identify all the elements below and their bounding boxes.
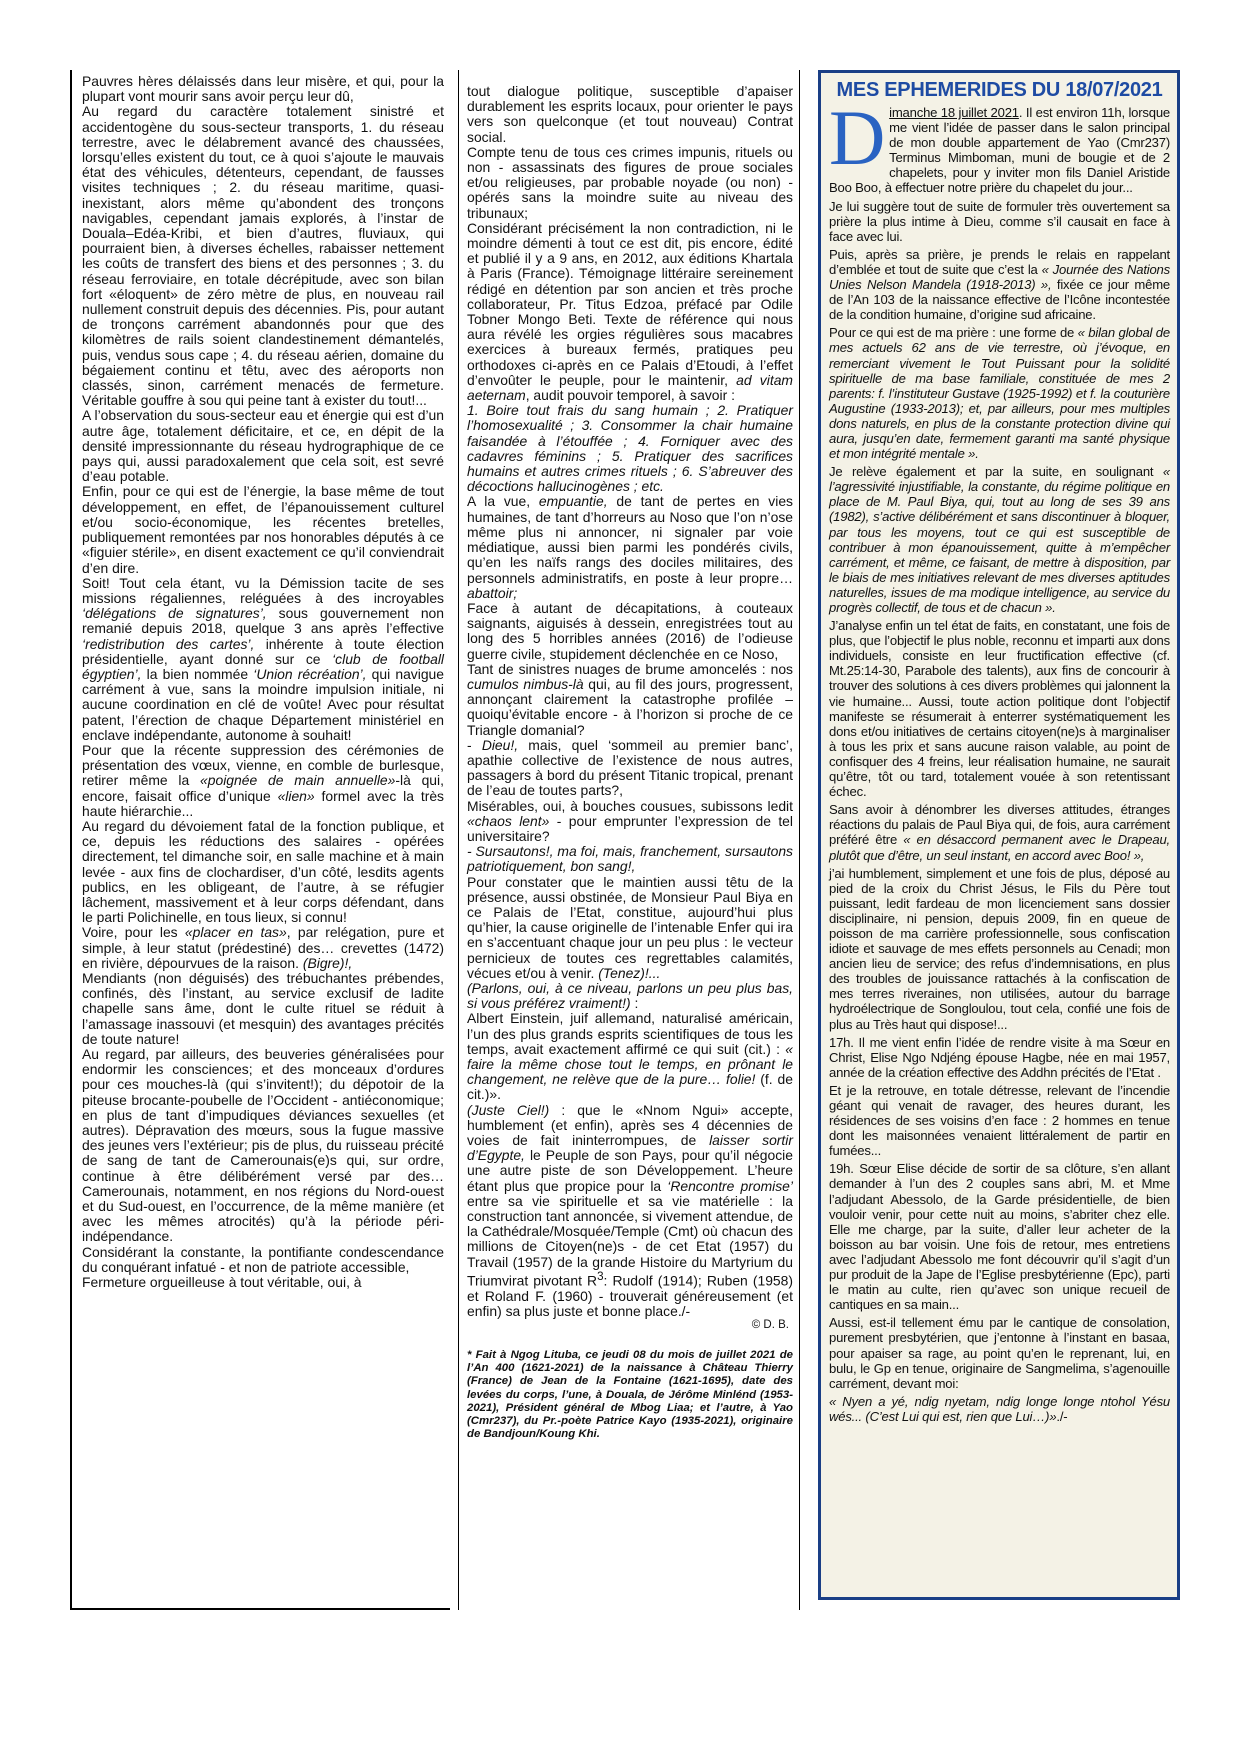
paragraph: J’analyse enfin un tel état de faits, en constatant, une fois de plus, que l’objectif le plus noble, reconnu et imparti aux dons individuels, consiste en leur fructification effective (cf. Mt.25:14-30, Parabole des talents), aux fins de concourir à trouver des solutions à ces divers problèmes qui jalonnent la vie humaine... Aussi, toute action politique dont l’objectif manifeste se résumerait à enterrer systématiquement les dons et/ou initiatives de certains citoyen(ne)s à marginaliser à tous les prix et sans aucune raison valable, au point de confisquer des 4 freins, leur réalisation humaine, ne saurait qu’être, tôt ou tard, totalement vouée à son retentissant échec.	[829, 618, 1170, 800]
paragraph: Au regard, par ailleurs, des beuveries généralisées pour endormir les consciences; et des monceaux d’ordures pour ces mouches-là (qui s’invitent!); du dépotoir de la piteuse brocante-poubelle de l’Occident - antiéconomique; en plus de tant d’impudiques déviances sexuelles (et autres). Dépravation des mœurs, sous la fugue massive des jeunes vers l’extérieur; pis de plus, du ruisseau précité de sang de tant de Camerounais(e)s qui, sur ordre, continue à être délibérément versé par des… Camerounais, notamment, en nos régions du Nord-ouest et du Sud-ouest, en l’occurrence, de la même manière (et avec les mêmes atrocités) qu’à la période péri-indépendance.	[82, 1046, 444, 1245]
paragraph: tout dialogue politique, susceptible d’apaiser durablement les esprits locaux, pour orienter le pays vers son quelconque (et tout nouveau) Contrat social.	[467, 83, 793, 145]
box-title: MES EPHEMERIDES DU 18/07/2021	[836, 79, 1163, 101]
column-middle	[458, 70, 800, 1610]
paragraph: Aussi, est-il tellement ému par le cantique de consolation, purement presbytérien, que j’entonne à l’instant en basaa, pour apaiser sa rage, au point qu’en le reprenant, lui, en bulu, le Gp en tenue, originaire de Sangmelima, s’agenouille carrément, devant moi:	[829, 1315, 1170, 1391]
paragraph: Pour que la récente suppression des cérémonies de présentation des vœux, vienne, en comble de burlesque, retirer même la «poignée de main annuelle»-là qui, encore, faisait office d’unique «lien» formel avec la très haute hiérarchie...	[82, 741, 445, 819]
paragraph: Albert Einstein, juif allemand, naturalisé américain, l’un des plus grands esprits scientifiques de tous les temps, avait exactement affirmé ce qui suit (cit.) : « faire la même chose tout le temps, en prônant le changement, ne relève que de la pure… folie! (f. de cit.)».	[467, 1010, 793, 1103]
paragraph: Mendiants (non déguisés) des trébuchantes prébendes, confinés, dès l’instant, au service exclusif de ladite chapelle sans âme, dont le culte rituel se réduit à l’amassage inassouvi (et mesquin) des avantages précités de toute nature!	[82, 969, 444, 1047]
paragraph: Tant de sinistres nuages de brume amoncelés : nos cumulos nimbus-là qui, au fil des jours, progressent, annonçant clairement la catastrophe profilée – quoiqu’évitable encore - à l’horizon si proche de ce Triangle domanial?	[467, 660, 793, 738]
column-left	[70, 70, 450, 1610]
paragraph: 17h. Il me vient enfin l’idée de rendre visite à ma Sœur en Christ, Elise Ngo Ndjéng épouse Hagbe, née en mai 1957, année de la création effective des Addhn précités de l’Etat .	[829, 1034, 1170, 1080]
paragraph: A l’observation du sous-secteur eau et énergie qui est d’un autre âge, totalement déficitaire, et ce, en dépit de la densité impressionnante du réseau hydrographique de ce pays qui, aussi paradoxalement que cela soit, est sevré d’eau potable.	[82, 407, 444, 485]
paragraph: Au regard du caractère totalement sinistré et accidentogène du sous-secteur transports, 1. du réseau terrestre, avec le délabrement avancé des chaussées, lorsqu’elles existent du tout, ce à quoi s’ajoute le mauvais état des véhicules, détenteurs, cependant, de fausses visites techniques ; 2. du réseau maritime, quasi-inexistant, alors même qu’abondent des tronçons navigables, cependant jamais explorés, à l’instar de Douala–Edéa-Kribi, et bien d’autres, fluviaux, qui pourraient bien, à diverses échelles, rabaisser nettement les coûts de transfert des biens et des personnes ; 3. du réseau ferroviaire, en totale décrépitude, avec son bilan fort «éloquent» de zéro mètre de plus, en nouveau rail nullement construit depuis des décennies. Pis, pour autant de tronçons carrément abandonnés pour que des kilomètres de rails soient clandestinement démantelés, puis, vendus sous cape ; 4. du réseau aérien, domaine du bégaiement continu et têtu, avec des aéroports non classés, sinon, carrément menacés de fermeture. Véritable gouffre à sou qui peine tant à exister du tout!...	[82, 103, 444, 409]
paragraph: Voire, pour les «placer en tas», par relégation, pure et simple, à leur statut (prédestiné) des… crevettes (1472) en rivière, dépourvues de la raison. (Bigre)!,	[82, 924, 444, 971]
paragraph: Je relève également et par la suite, en soulignant « l’agressivité injustifiable, la constante, du régime politique en place de M. Paul Biya, qui, tout au long de ses 39 ans (1982), s’active délibérément et sans discontinuer à bloquer, par tous les moyens, tout ce qui est susceptible de contribuer à mon épanouissement, quitte à m’empêcher carrément, et même, ce faisant, de mettre à disposition, par le biais de mes initiatives relevant de mes diverses aptitudes naturelles, issues de ma modique intelligence, au service du progrès collectif, de tous et de chacun ».	[829, 464, 1170, 615]
paragraph: (Juste Ciel!) : que le «Nnom Ngui» accepte, humblement (et enfin), après ses 4 décennies de voies de fait ininterrompues, de laisser sortir d’Egypte, le Peuple de son Pays, pour qu’il négocie une autre piste de son Développement. L’heure étant plus que propice pour la ‘Rencontre promise’ entre sa vie spirituelle et sa vie matérielle : la construction tant annoncée, si vivement attendue, de la Cathédrale/Mosquée/Temple (Cmt) où chacun des millions de Citoyen(ne)s - de cet Etat (1957) du Travail (1957) de la grande Histoire du Martyrium du Triumvirat pivotant $R^3$: Rudolf (1914); Ruben (1958) et Roland F. (1960) - trouverait généreusement (et enfin) sa plus juste et bonne place./-	[467, 1101, 794, 1319]
paragraph: Pauvres hères délaissés dans leur misère, et qui, pour la plupart vont mourir sans avoir perçu leur dû,	[82, 73, 444, 105]
paragraph: Sans avoir à dénombrer les diverses attitudes, étranges réactions du palais de Paul Biya qui, de fois, aura carrément préféré être « en désaccord permanent avec le Drapeau, plutôt que d’être, un seul instant, en accord avec Boo! »,	[829, 802, 1170, 863]
paragraph: j’ai humblement, simplement et une fois de plus, déposé au pied de la croix du Christ Jésus, le Fils du Père tout puissant, ledit fardeau de mon licenciement sans dossier disciplinaire, ni pension, depuis 2009, fin en queue de poisson de ma carrière professionnelle, sous confiscation idiote et sauvage de mes effets personnels au Cenadi; mon ancien lieu de service; des refus d’indemnisations, en plus des troubles de jouissance rattachés à la confiscation de mes terres riveraines, non utilisées, autour du barrage hydroélectrique de Songloulou, tout cela, confié une fois de plus au Très haut qui dispose!...	[829, 865, 1170, 1032]
paragraph: - Dieu!, mais, quel ‘sommeil au premier banc’, apathie collective de l’existence de nous autres, passagers à bord du présent Titanic tropical, prenant de l’eau de toutes parts?,	[467, 736, 793, 799]
paragraph: Fermeture orgueilleuse à tout véritable, oui, à	[82, 1274, 362, 1291]
paragraph: Puis, après sa prière, je prends le relais en rappelant d’emblée et tout de suite que c’est la « Journée des Nations Unies Nelson Mandela (1918-2013) », fixée ce jour même de l’An 103 de la naissance effective de l’Icône incontestée de la condition humaine, d’origine sud africaine.	[829, 246, 1170, 323]
paragraph: Considérant la constante, la pontifiante condescendance du conquérant infatué - et non de patriote accessible,	[82, 1243, 444, 1275]
paragraph: Considérant précisément la non contradiction, ni le moindre démenti à tout ce est dit, pis encore, édité et publié il y a 9 ans, en 2012, aux éditions Khartala à Paris (France). Témoignage littéraire sereinement rédigé en détention par son ancien et très proche collaborateur, Pr. Titus Edzoa, préfacé par Odile Tobner Mongo Beti. Texte de référence qui nous aura révélé les orgies régulières sous macabres exercices à bureaux fermés, pratiques peu orthodoxes ci-après en ce Palais d’Etoudi, à l’effet d’envoûter le peuple, pour le maintenir, ad vitam aeternam, audit pouvoir temporel, à savoir :	[467, 219, 793, 404]
newspaper-page	[70, 70, 1180, 1680]
paragraph: Enfin, pour ce qui est de l’énergie, la base même de tout développement, en effet, de l’épanouissement culturel et/ou socio-économique, les récentes bretelles, publiquement remontées par nos honorables députés à ce «figuier stérile», en disent exactement ce qu’il conviendrait d’en dire.	[82, 483, 444, 576]
paragraph: Pour ce qui est de ma prière : une forme de « bilan global de mes actuels 62 ans de vie terrestre, où j’évoque, en remerciant vivement le Tout Puissant pour la solidité spirituelle de ma base familiale, constituée de mes 2 parents: f. l’instituteur Gustave (1925-1992) et f. la couturière Augustine (1933-2013); et, par ailleurs, pour mes multiples dons naturels, en plus de la constante protection divine qui aura, jusqu’en date, fermement garanti ma santé physique et mon intégrité mentale ».	[829, 325, 1170, 462]
paragraph: Face à autant de décapitations, à couteaux saignants, aiguisés à dessein, enregistrées tout au long des 5 horribles années (2016) de l’odieuse guerre civile, stupidement déclenchée en ce Noso,	[467, 599, 793, 662]
paragraph: « Nyen a yé, ndig nyetam, ndig longe longe ntohol Yésu wés... (C’est Lui qui est, rien que Lui…)»./-	[829, 1393, 1170, 1424]
paragraph: Compte tenu de tous ces crimes impunis, rituels ou non - assassinats des figures de proue sociales et/ou religieuses, par probable noyade (ou non) - opérés sans la moindre suite au niveau des tribunaux;	[467, 143, 793, 221]
paragraph: 19h. Sœur Elise décide de sortir de sa clôture, s’en allant demander à l’un des 2 couples sans abri, M. et Mme l’adjudant Abessolo, de la Garde présidentielle, de bien vouloir venir, pour cette nuit au moins, s’abriter chez elle. Elle me charge, par la suite, d’aller leur acheter de la boisson au bar voisin. Une fois de retour, mes entretiens avec l’adjudant Abessolo me font découvrir qu’il s’agit d’un pur produit de la Jape de l’Eglise presbytérienne (Epc), parti le matin au culte, rien qu’avec son unique recueil de cantiques en sa main...	[829, 1161, 1170, 1313]
paragraph: Je lui suggère tout de suite de formuler très ouvertement sa prière la plus intime à Dieu, comme s’il causait en face à face avec lui.	[829, 198, 1170, 244]
paragraph: Misérables, oui, à bouches cousues, subissons ledit «chaos lent» - pour emprunter l’expression de tel universitaire?	[467, 797, 793, 844]
ephemerides-box	[818, 70, 1180, 1600]
paragraph: Pour constater que le maintien aussi têtu de la présence, aussi obstinée, de Monsieur Paul Biya en ce Palais de l’Etat, constitue, aujourd’hui plus qu’hier, la cause originelle de l’intenable Enfer qui ira en s’accentuant chaque jour un peu plus : le vecteur pernicieux de toutes ces regrettables calamités, vécues et/ou à venir. (Tenez)!...	[467, 873, 793, 981]
paragraph: Et je la retrouve, en totale détresse, relevant de l’incendie géant qui venait de ravager, des heures durant, les résidences de ses voisins d’en face : 2 hommes en tenue dont les maisonnées venaient littéralement de partir en fumées...	[829, 1082, 1170, 1159]
signature: © D. B.	[751, 1319, 789, 1332]
drop-cap: D	[829, 94, 886, 181]
footnote: * Fait à Ngog Lituba, ce jeudi 08 du mois de juillet 2021 de l’An 400 (1621-2021) de la naissance à Château Thierry (France) de Jean de la Fontaine (1621-1695), date des levées du corps, l’une, à Douala, de Jérôme Minlénd (1953-2021), Président général de Mbog Liaa; et l’autre, à Yao (Cmr237), du Pr.-poète Patrice Kayo (1935-2021), originaire de Bandjoun/Koung Khi.	[467, 1349, 793, 1441]
paragraph: Soit! Tout cela étant, vu la Démission tacite de ses missions régaliennes, reléguées à des incroyables ‘délégations de signatures’, sous gouvernement non remanié depuis 2018, quelque 3 ans après l’effective ‘redistribution des cartes’, inhérente à toute élection présidentielle, ayant donné sur ce ‘club de football égyptien’, la bien nommée ‘Union récréation’, qui navigue carrément à vue, sans la moindre impulsion initiale, ni aucune coordination en clé de voûte! Avec pour résultat patent, l’érection de chaque Département ministériel en enclave indépendante, autonome à souhait!	[82, 574, 445, 743]
paragraph: 1. Boire tout frais du sang humain ; 2. Pratiquer l’homosexualité ; 3. Consommer la chair humaine faisandée à l’étouffée ; 4. Forniquer avec des cadavres féminins ; 5. Pratiquer des sacrifices humains et autres crimes rituels ; 6. S’abreuver des décoctions hallucinogènes ; etc.	[467, 402, 793, 495]
paragraph: Au regard du dévoiement fatal de la fonction publique, et ce, depuis les réductions des salaires - opérées directement, tel dimanche soir, en salle machine et à main levée - aux fins de clochardiser, d’un côté, lesdits agents publics, en les obligeant, de l’autre, à se réfugier lâchement, massivement et à leur corps défendant, dans le parti Polichinelle, en tous lieux, si connu!	[82, 817, 444, 926]
paragraph: Dimanche 18 juillet 2021. Il est environ 11h, lorsque me vient l’idée de passer dans le salon principal de mon double appartement de Yao (Cmr237) Terminus Mimboman, muni de bougie et de 2 chapelets, pour y inviter mon fils Daniel Aristide Boo Boo, à effectuer notre prière du chapelet du jour...	[829, 94, 1170, 196]
paragraph: - Sursautons!, ma foi, mais, franchement, sursautons patriotiquement, bon sang!,	[467, 843, 793, 875]
paragraph: A la vue, empuantie, de tant de pertes en vies humaines, de tant d’horreurs au Noso que l’on n’ose même plus ni annoncer, ni signaler par voie médiatique, aussi bien parmi les pondérés civils, qu’en les naïfs rangs des dociles militaires, des personnels administratifs, en poste à leur propre… abattoir;	[467, 493, 793, 601]
paragraph: (Parlons, oui, à ce niveau, parlons un peu plus bas, si vous préférez vraiment!) :	[467, 979, 793, 1012]
